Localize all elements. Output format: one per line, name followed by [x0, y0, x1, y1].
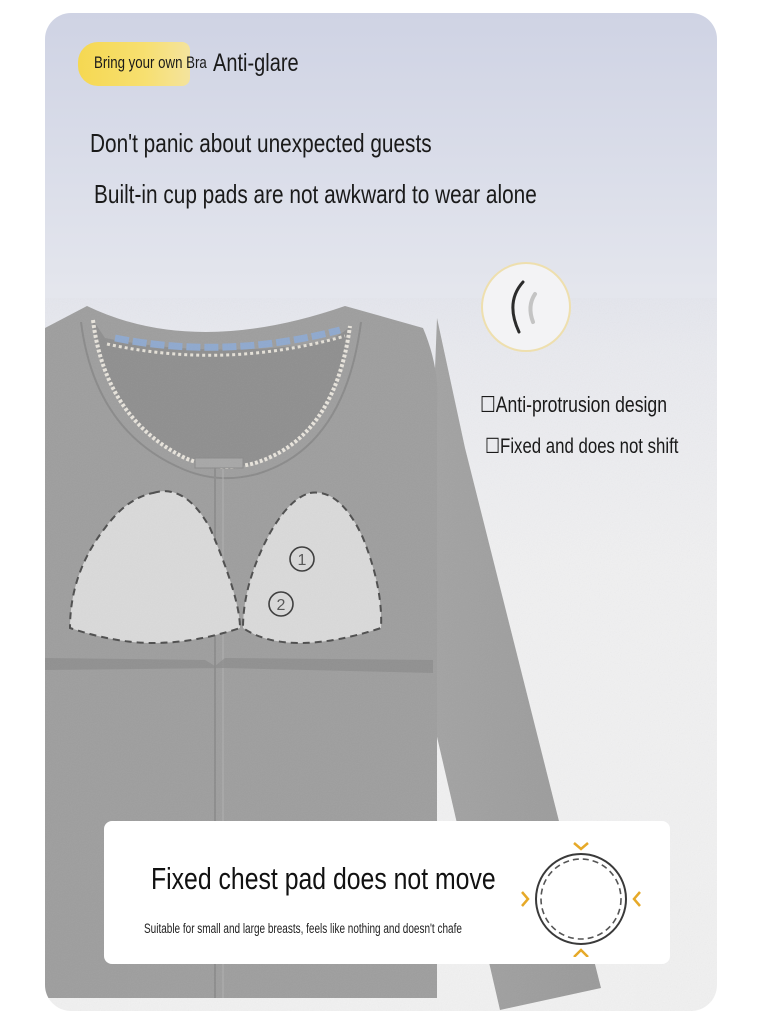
- arrow-down-icon: [574, 843, 588, 849]
- cup-pad-glyph: [483, 264, 569, 350]
- card-subtitle: Suitable for small and large breasts, feels like nothing and doesn't chafe: [144, 921, 462, 936]
- intro-line-1: Don't panic about unexpected guests: [90, 128, 432, 158]
- arrow-left-icon: [634, 892, 640, 906]
- tag-title: Anti-glare: [213, 49, 299, 77]
- arrow-right-icon: [522, 892, 528, 906]
- card-title: Fixed chest pad does not move: [151, 861, 496, 896]
- feature-fixed-no-shift: ☐Fixed and does not shift: [485, 435, 679, 458]
- feature-anti-protrusion: ☐Anti-protrusion design: [480, 392, 667, 417]
- feature-card: [104, 821, 670, 964]
- intro-line-2: Built-in cup pads are not awkward to wear alone: [94, 179, 537, 209]
- fixed-circle-arrows-icon: [516, 837, 646, 957]
- arrow-up-icon: [574, 950, 588, 957]
- product-panel: [45, 13, 717, 1011]
- tag-highlight-text: Bring your own Bra: [94, 53, 207, 72]
- cup-pad-icon: [481, 262, 571, 352]
